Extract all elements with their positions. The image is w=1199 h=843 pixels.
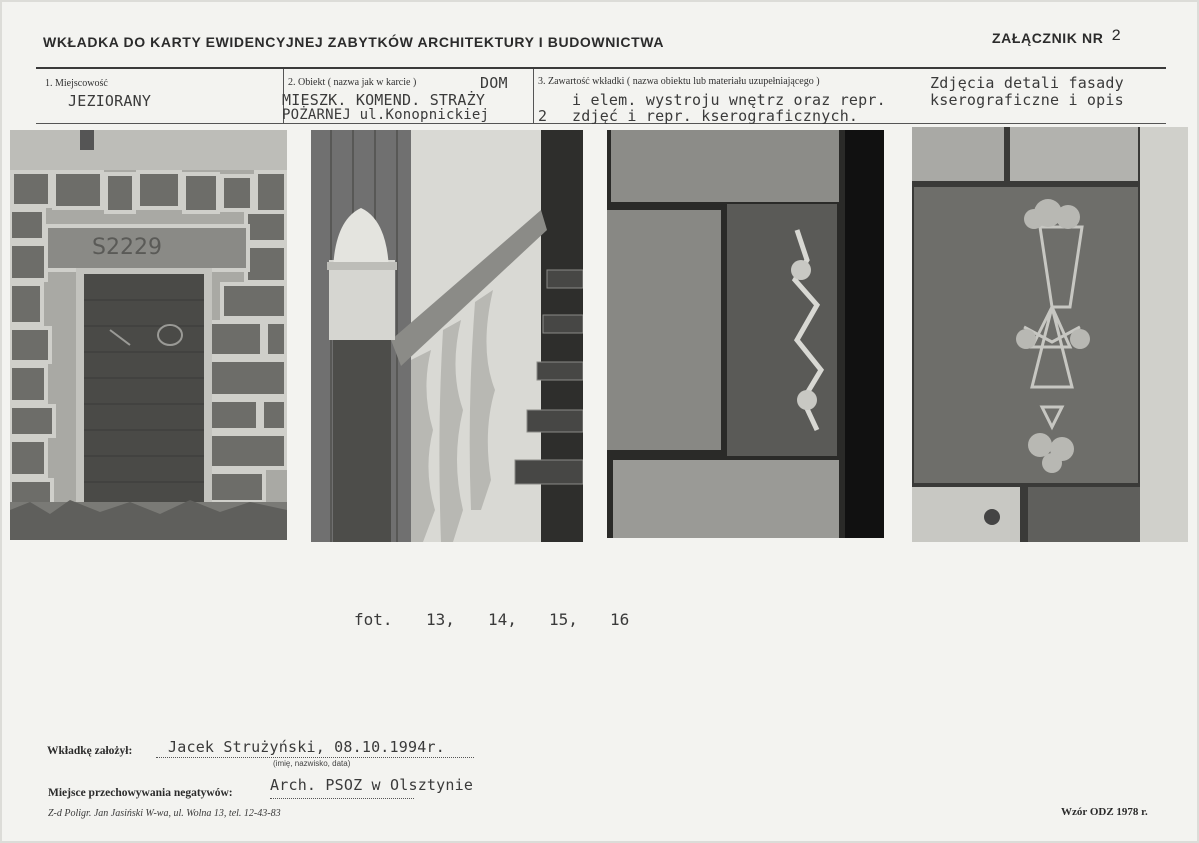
locality-label: 1. Miejscowość <box>45 78 108 89</box>
photo-tile-zigzag <box>607 130 884 538</box>
object-value-line2: MIESZK. KOMEND. STRAŻY <box>282 91 486 109</box>
storage-value: Arch. PSOZ w Olsztynie <box>270 776 474 794</box>
object-label: 2. Obiekt ( nazwa jak w karcie ) <box>288 77 417 88</box>
locality-value: JEZIORANY <box>68 92 152 110</box>
photo-number: 15, <box>549 610 578 629</box>
content-value-line3a: 2 <box>538 107 548 125</box>
annex-number: 2 <box>1111 27 1122 45</box>
door-lintel-inscription: S2229 <box>92 235 162 260</box>
photo-number: 16 <box>610 610 630 629</box>
content-value-line1: Zdjęcia detali fasady <box>930 74 1124 92</box>
printer-imprint: Z-d Poligr. Jan Jasiński W-wa, ul. Wolna 13, tel. 12-43-83 <box>48 808 281 819</box>
founded-dotted-line <box>156 757 474 758</box>
field-divider-2 <box>533 69 534 124</box>
photo-number: 14, <box>488 610 517 629</box>
annex-label <box>992 27 1122 48</box>
photo-staircase <box>311 130 583 542</box>
content-label: 3. Zawartość wkładki ( nazwa obiektu lub materiału uzupełniającego ) <box>538 76 820 87</box>
photo-tile-floral <box>912 127 1188 542</box>
founded-label: Wkładkę założył: <box>47 745 133 757</box>
form-model: Wzór ODZ 1978 r. <box>1061 806 1148 818</box>
content-value-line3b: zdjęć i repr. kserograficznych. <box>572 107 859 125</box>
document-title: WKŁADKA DO KARTY EWIDENCYJNEJ ZABYTKÓW ARCHITEKTURY I BUDOWNICTWA <box>43 34 665 50</box>
photo-number: 13, <box>426 610 455 629</box>
photo-doorway <box>10 130 287 540</box>
object-value-line1: DOM <box>480 74 508 92</box>
founded-value: Jacek Strużyński, 08.10.1994r. <box>168 738 445 756</box>
founded-hint: (imię, nazwisko, data) <box>273 759 351 768</box>
object-value-line3: POŻARNEJ ul.Konopnickiej <box>282 107 490 123</box>
content-value-line2b: kserograficzne i opis <box>930 91 1124 109</box>
storage-label: Miejsce przechowywania negatywów: <box>48 787 233 799</box>
annex-label-text: ZAŁĄCZNIK NR <box>992 30 1104 46</box>
photo-numbers-prefix: fot. <box>354 610 393 629</box>
storage-dotted-line <box>270 798 414 799</box>
content-value-line2a: i elem. wystroju wnętrz oraz repr. <box>572 91 886 109</box>
photo-numbers <box>354 610 629 629</box>
header-rule <box>36 67 1166 69</box>
